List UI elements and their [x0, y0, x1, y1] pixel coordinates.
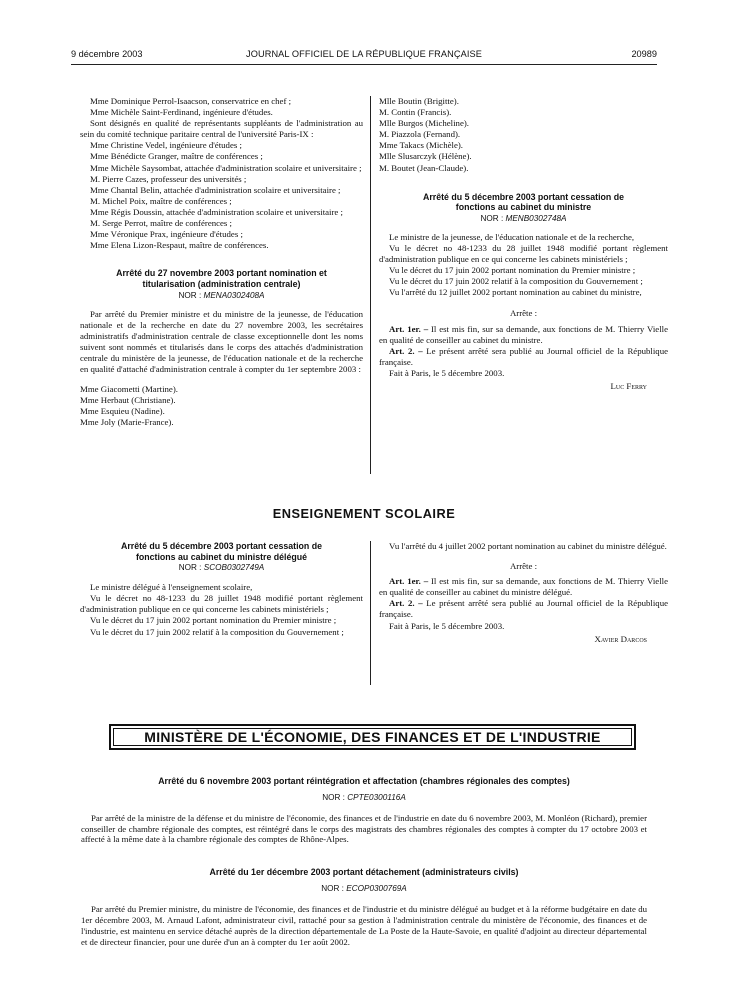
text-para: Vu l'arrêté du 12 juillet 2002 portant nomination au cabinet du ministre, — [389, 287, 642, 298]
text-line: Mme Chantal Belin, attachée d'administration scolaire et universitaire ; — [90, 184, 341, 195]
name-item: Mlle Boutin (Brigitte). — [379, 96, 459, 106]
text-para: Vu le décret du 17 juin 2002 relatif à la composition du Gouvernement ; — [90, 626, 344, 637]
arrete-title: Arrêté du 27 novembre 2003 portant nomination et titularisation (administration centrale) — [116, 268, 327, 289]
mid-left-column — [80, 541, 363, 638]
header-page-number: 20989 — [631, 49, 657, 59]
header-rule — [71, 64, 657, 65]
text-para: Vu le décret no 48-1233 du 28 juillet 1948 modifié portant règlement d'administration publique en ce qui concerne les cabinets ministériels ; — [379, 242, 668, 265]
name-item: Mme Giacometti (Martine). — [80, 384, 178, 395]
text-line: Mme Michèle Saint-Ferdinand, ingénieure d'études. — [90, 107, 273, 118]
arrete-title: Arrêté du 5 décembre 2003 portant cessation de fonctions au cabinet du ministre — [423, 191, 624, 213]
text-line: M. Serge Perrot, maître de conférences ; — [90, 218, 233, 229]
text-para: Vu l'arrêté du 4 juillet 2002 portant nomination au cabinet du ministre délégué. — [389, 541, 667, 551]
article-1: Art. 1er. – Il est mis fin, sur sa demande, aux fonctions de M. Thierry Vielle en qualité de conseiller au cabinet du ministre délégué. — [379, 576, 668, 598]
text-line: M. Pierre Cazes, professeur des universités ; — [90, 173, 247, 184]
text-line: Mme Elena Lizon-Respaut, maître de conférences. — [90, 240, 269, 251]
ministry-title-box — [109, 724, 636, 750]
article-2: Art. 2. – Le présent arrêté sera publié au Journal officiel de la République française. — [379, 345, 668, 367]
arrete-title: Arrêté du 1er décembre 2003 portant détachement (administrateurs civils) — [209, 867, 519, 878]
text-line: Sont désignés en qualité de représentants suppléants de l'administration au sein du comité technique paritaire central de l'université Paris-IX : — [80, 118, 363, 140]
text-para: Le ministre délégué à l'enseignement scolaire, — [90, 582, 253, 593]
text-para: Vu le décret du 17 juin 2002 portant nomination du Premier ministre ; — [90, 615, 337, 626]
name-item: M. Piazzola (Fernand). — [379, 129, 461, 140]
arrete-label: Arrête : — [509, 308, 538, 319]
text-para: Le ministre de la jeunesse, de l'éducation nationale et de la recherche, — [389, 231, 635, 242]
section-title: ENSEIGNEMENT SCOLAIRE — [272, 506, 456, 521]
header-journal-title: JOURNAL OFFICIEL DE LA RÉPUBLIQUE FRANÇAISE — [246, 49, 482, 59]
name-item: Mlle Burgos (Micheline). — [379, 118, 469, 129]
name-item: Mme Joly (Marie-France). — [80, 417, 174, 428]
text-line: Mme Michèle Saysombat, attachée d'administration scolaire et universitaire ; — [90, 162, 362, 173]
text-line: Mme Bénédicte Granger, maître de conférences ; — [90, 151, 263, 162]
arrete-title: Arrêté du 5 décembre 2003 portant cessation de fonctions au cabinet du ministre délégué — [121, 541, 322, 562]
text-para: Vu le décret du 17 juin 2002 portant nomination du Premier ministre ; — [389, 265, 636, 276]
text-para: Vu le décret no 48-1233 du 28 juillet 1948 modifié portant règlement d'administration publique en ce qui concerne les cabinets ministériels ; — [80, 593, 363, 615]
text-line: Mme Christine Vedel, ingénieure d'études ; — [90, 140, 242, 151]
nor-reference: NOR : ECOP0300769A — [321, 883, 407, 893]
nor-reference: NOR : SCOB0302749A — [178, 563, 265, 573]
top-right-column — [379, 96, 668, 392]
text-line: Mme Véronique Prax, ingénieure d'études ; — [90, 229, 243, 240]
name-item: M. Contin (Francis). — [379, 107, 452, 118]
page-header — [71, 49, 657, 65]
signature: Xavier Darcos — [594, 633, 647, 644]
header-date: 9 décembre 2003 — [71, 49, 143, 59]
article-1: Art. 1er. – Il est mis fin, sur sa demande, aux fonctions de M. Thierry Vielle en qualité de conseiller au cabinet du ministre. — [379, 323, 668, 345]
nor-reference: NOR : CPTE0300116A — [322, 792, 406, 802]
text-line: Mme Régis Doussin, attachée d'administration scolaire et universitaire ; — [90, 206, 343, 217]
column-divider — [370, 96, 371, 474]
article-2: Art. 2. – Le présent arrêté sera publié au Journal officiel de la République française. — [379, 598, 668, 620]
arrete-title: Arrêté du 6 novembre 2003 portant réintégration et affectation (chambres régionales des comptes) — [158, 776, 570, 786]
ministry-title: MINISTÈRE DE L'ÉCONOMIE, DES FINANCES ET DE L'INDUSTRIE — [144, 729, 601, 745]
nor-reference: NOR : MENA0302408A — [178, 290, 265, 300]
text-line: Mme Dominique Perrol-Isaacson, conservatrice en chef ; — [90, 96, 292, 106]
name-item: Mme Herbaut (Christiane). — [80, 395, 176, 406]
text-para: Vu le décret du 17 juin 2002 relatif à la composition du Gouvernement ; — [389, 276, 643, 287]
column-divider — [370, 541, 371, 685]
bottom-section — [71, 776, 657, 948]
arrete-body: Par arrêté de la ministre de la défense et du ministre de l'économie, des finances et de l'industrie en date du 6 novembre 2003, M. Monléon (Richard), premier conseiller de chambre régionale des comptes, est réintégré dans le corps des magistrats des chambres régionales des comptes à compter du 17 octobre 2003 et affecté à la même date à la chambre régionale des comptes de Rhône-Alpes. — [81, 812, 647, 845]
text-line: M. Michel Poix, maître de conférences ; — [90, 195, 232, 206]
fait-line: Fait à Paris, le 5 décembre 2003. — [389, 620, 505, 631]
fait-line: Fait à Paris, le 5 décembre 2003. — [389, 367, 505, 378]
arrete-label: Arrête : — [509, 561, 538, 572]
arrete-body: Par arrêté du Premier ministre, du ministre de l'économie, des finances et de l'industrie et du ministre délégué au budget et à la réforme budgétaire en date du 1er décembre 2003, M. Arnaud Lafont, administrateur civil, rattaché pour sa gestion à l'administration centrale du ministère de l'économie, des finances et de l'industrie, est maintenu en service détaché auprès de la direction départementale de La Poste de la Haute-Savoie, en qualité d'adjoint au directeur départemental et de directeur financier, pour une durée d'un an à compter du 1er août 2002. — [81, 903, 647, 947]
name-item: Mme Esquieu (Nadine). — [80, 406, 165, 417]
top-left-column — [80, 96, 363, 428]
signature: Luc Ferry — [610, 380, 647, 391]
arrete-body: Par arrêté du Premier ministre et du ministre de la jeunesse, de l'éducation nationale et de la recherche en date du 27 novembre 2003, les secrétaires administratifs d'administration centrale de classe exceptionnelle dont les noms suivent sont nommés et titularisés dans le corps des attachés d'administration centrale du ministère de la jeunesse, de l'éducation nationale et de la recherche en qualité d'attaché d'administration centrale à compter du 1er septembre 2003 : — [80, 308, 363, 374]
name-item: Mme Takacs (Michèle). — [379, 140, 463, 151]
name-item: Mlle Slusarczyk (Hélène). — [379, 151, 472, 162]
nor-reference: NOR : MENB0302748A — [480, 213, 567, 223]
mid-right-column — [379, 541, 668, 645]
name-item: M. Boutet (Jean-Claude). — [379, 162, 469, 173]
